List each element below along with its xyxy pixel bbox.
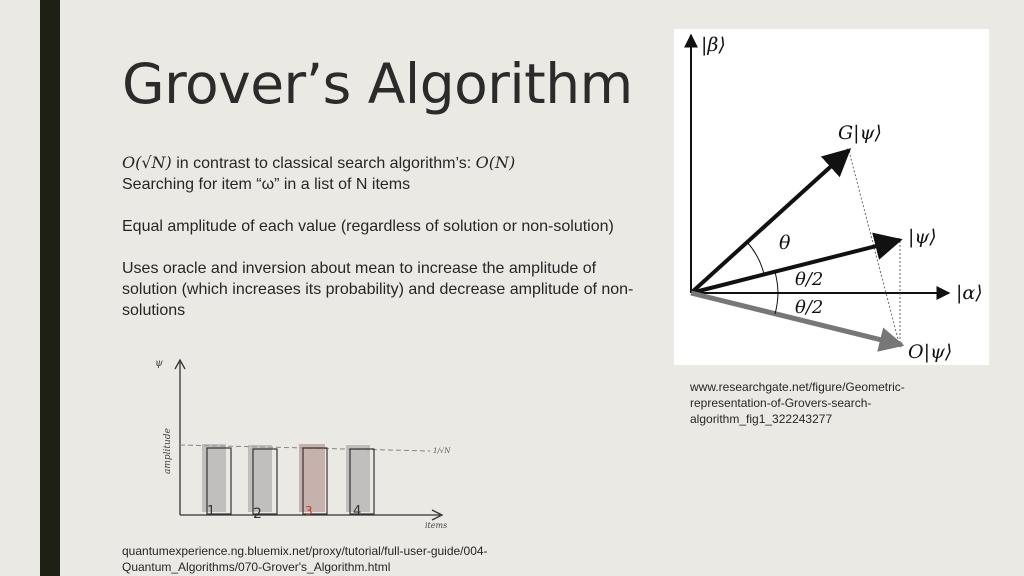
geometric-figure-source: www.researchgate.net/figure/Geometric-representation-of-Grovers-search-algorithm_fig1_322243277 <box>690 380 905 426</box>
bullet-oracle-inversion: Uses oracle and inversion about mean to increase the amplitude of solution (which increases its probability) and decrease amplitude of non-solutions <box>122 260 634 319</box>
amplitude-sketch-figure <box>145 352 460 532</box>
amplitude-sketch <box>145 352 460 532</box>
half-theta-lower-label: θ/2 <box>795 297 824 318</box>
geometric-representation-figure <box>674 29 989 365</box>
o-psi-label: O|ψ⟩ <box>908 341 953 363</box>
accent-side-bar <box>40 0 60 576</box>
classical-complexity: O(N) <box>475 153 516 172</box>
theta-arc <box>747 242 764 274</box>
search-description: Searching for item “ω” in a list of N items <box>122 176 411 193</box>
bar-label-2: 2 <box>253 506 262 522</box>
sketch-y-top-label: ψ <box>155 358 163 369</box>
sketch-mean-label: 1/√N <box>433 447 451 455</box>
quantum-complexity: O(√N) <box>122 153 172 172</box>
geometric-diagram <box>674 29 989 365</box>
bar-label-3: 3 <box>305 504 313 518</box>
complexity-text: in contrast to classical search algorithm’s: <box>171 155 476 172</box>
sketch-x-axis-label: items <box>425 521 448 530</box>
slide-body <box>122 152 642 342</box>
alpha-label: |α⟩ <box>956 282 983 304</box>
bar-label-1: 1 <box>207 504 216 519</box>
psi-label: |ψ⟩ <box>908 226 937 248</box>
sketch-y-axis-label: amplitude <box>163 428 173 474</box>
bullet-equal-amplitude: Equal amplitude of each value (regardless of solution or non-solution) <box>122 218 614 235</box>
bullet-complexity <box>122 152 642 195</box>
amplitude-shade-1 <box>202 444 226 512</box>
beta-label: |β⟩ <box>701 34 726 56</box>
amplitude-shade-2 <box>248 445 272 512</box>
bar-label-4: 4 <box>353 504 362 519</box>
slide-title: Grover’s Algorithm <box>122 52 633 116</box>
half-theta-upper-label: θ/2 <box>795 269 824 290</box>
g-psi-label: G|ψ⟩ <box>838 122 882 144</box>
theta-label: θ <box>779 232 791 254</box>
amplitude-figure-source: quantumexperience.ng.bluemix.net/proxy/tutorial/full-user-guide/004-Quantum_Algorithms/070-Grover's_Algorithm.html <box>122 544 488 574</box>
